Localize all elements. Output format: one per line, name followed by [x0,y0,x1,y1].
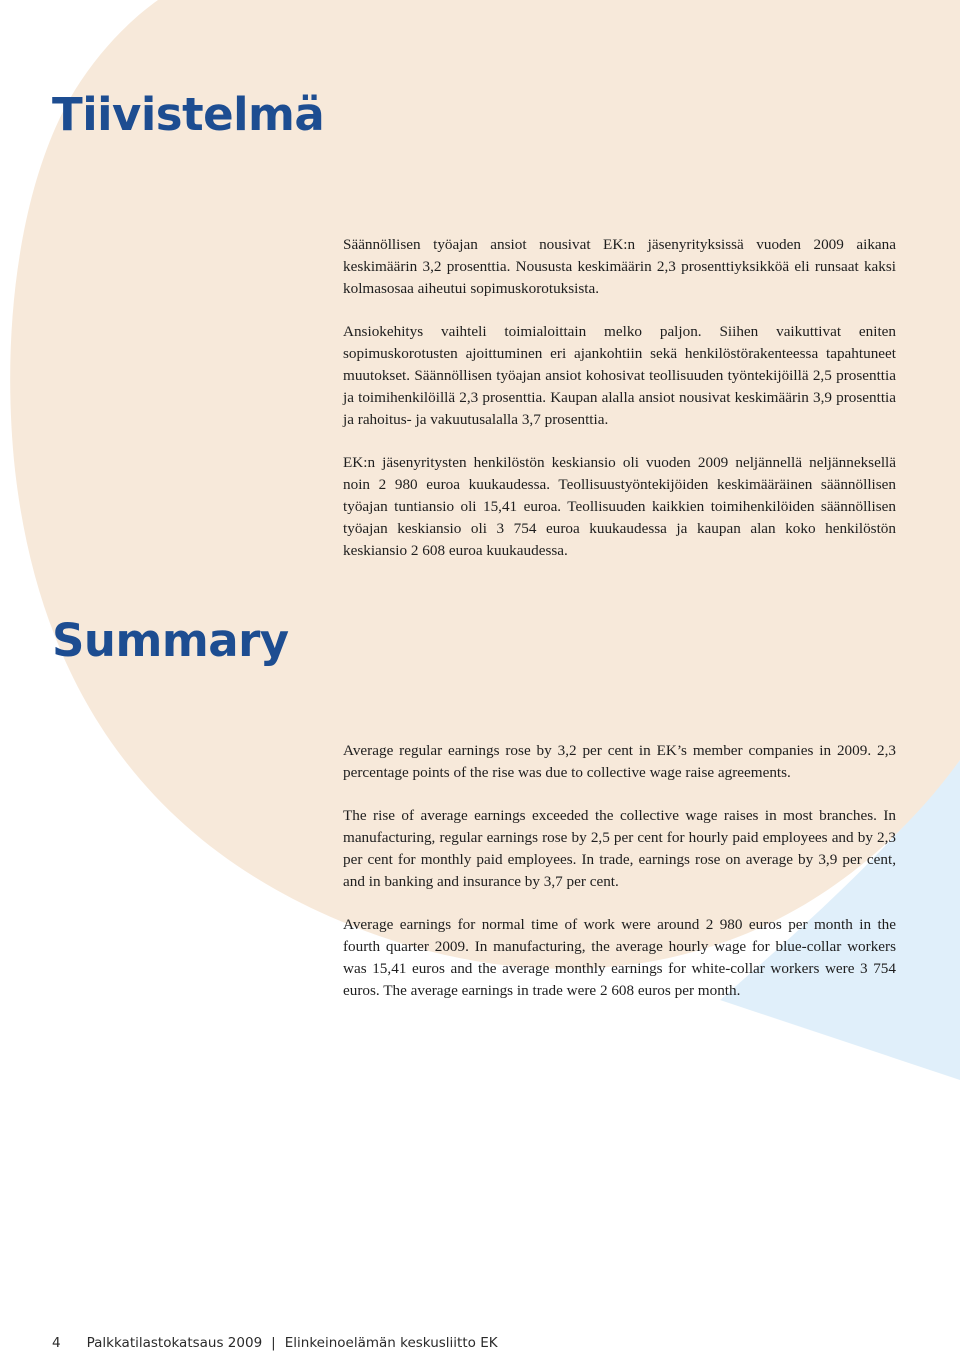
tiivistelma-paragraph: Ansiokehitys vaihteli toimialoittain melko paljon. Siihen vaikuttivat eniten sopimuskorotusten ajoittuminen eri ajankohtiin sekä henkilöstörakenteessa tapahtuneet muutokset. Säännöllisen työajan ansiot kohosivat teollisuuden työntekijöillä 2,5 prosenttia ja toimihenkilöillä 2,3 prosenttia. Kaupan alalla ansiot nousivat keskimäärin 3,9 prosenttia ja rahoitus- ja vakuutusalalla 3,7 prosenttia. [343,323,896,428]
summary-section [343,740,896,1023]
tiivistelma-paragraph: EK:n jäsenyritysten henkilöstön keskiansio oli vuoden 2009 neljännellä neljänneksellä noin 2 980 euroa kuukaudessa. Teollisuustyöntekijöiden keskimääräinen säännöllisen työajan tuntiansio oli 15,41 euroa. Teollisuuden kaikkien toimihenkilöiden säännöllisen työajan keskiansio oli 3 754 euroa kuukaudessa ja kaupan alan koko henkilöstön keskiansio 2 608 euroa kuukaudessa. [343,454,896,559]
tiivistelma-section [343,234,896,583]
summary-paragraph: Average regular earnings rose by 3,2 per cent in EK’s member companies in 2009. 2,3 percentage points of the rise was due to collective wage raise agreements. [343,742,896,781]
publisher-name: Elinkeinoelämän keskusliitto EK [284,1335,498,1351]
publication-title: Palkkatilastokatsaus 2009 [86,1335,263,1351]
page-number: 4 [52,1335,61,1351]
summary-paragraph: Average earnings for normal time of work were around 2 980 euros per month in the fourth quarter 2009. In manufacturing, the average hourly wage for blue-collar workers was 15,41 euros and the average monthly earnings for white-collar workers were 3 754 euros. The average earnings in trade were 2 608 euros per month. [343,916,896,999]
tiivistelma-paragraph: Säännöllisen työajan ansiot nousivat EK:n jäsenyrityksissä vuoden 2009 aikana keskimäärin 3,2 prosenttia. Noususta keskimäärin 2,3 prosenttiyksikköä eli runsaat kaksi kolmasosaa aiheutui sopimuskorotuksista. [343,236,896,297]
tiivistelma-heading: Tiivistelmä [52,88,325,141]
page-footer [52,1335,498,1351]
summary-heading: Summary [52,614,289,667]
footer-separator: | [271,1335,276,1351]
summary-paragraph: The rise of average earnings exceeded the collective wage raises in most branches. In manufacturing, regular earnings rose by 2,5 per cent for hourly paid employees and by 2,3 per cent for monthly paid employees. In trade, earnings rose on average by 3,9 per cent, and in banking and insurance by 3,7 per cent. [343,807,896,890]
